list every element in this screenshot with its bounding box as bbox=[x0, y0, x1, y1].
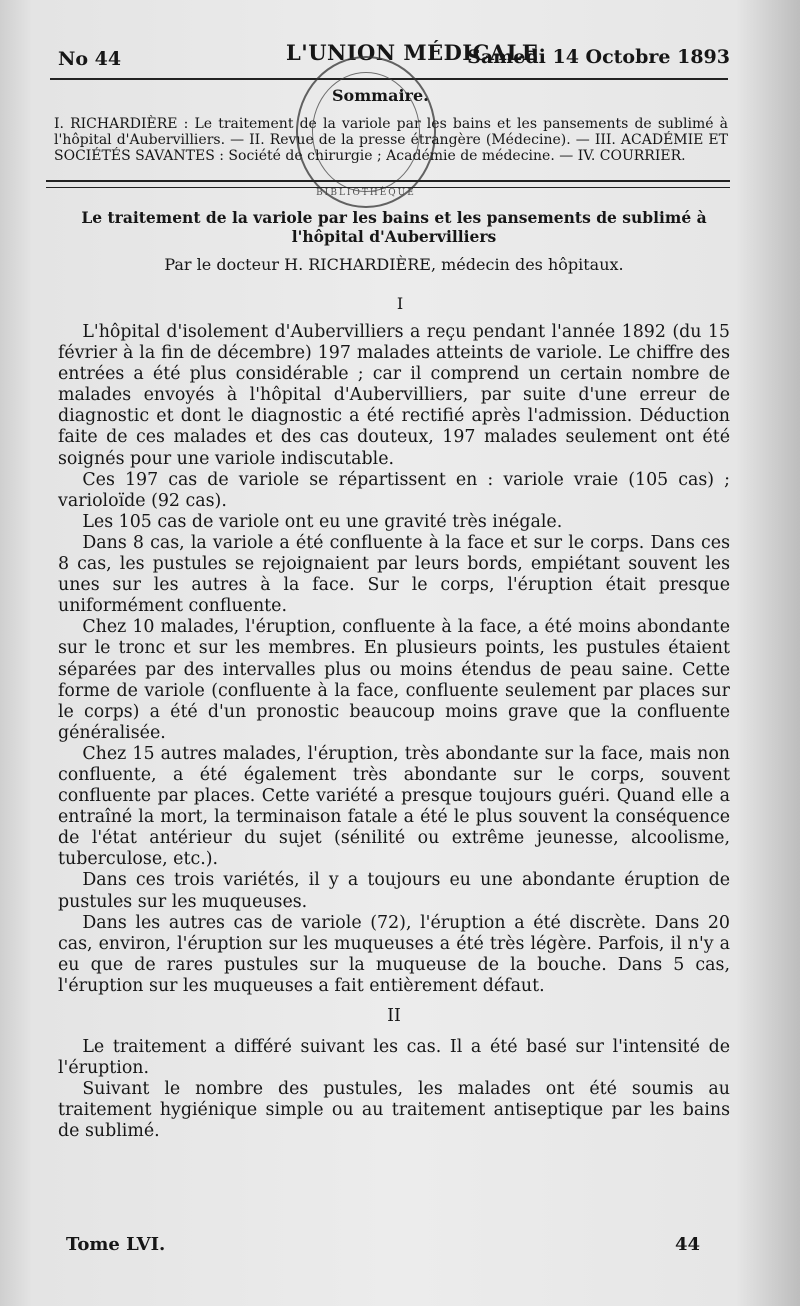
article-author: Par le docteur H. RICHARDIÈRE, médecin des hôpitaux. bbox=[164, 255, 624, 274]
journal-title: L'UNION MÉDICALE bbox=[286, 40, 539, 65]
page-number: 44 bbox=[674, 1234, 700, 1255]
summary-text: I. RICHARDIÈRE : Le traitement de la variole par les bains et les pansements de sublimé à l'hôpital d'Aubervilliers. — II. Revue de la presse étrangère (Médecine). — III. ACADÉMIE ET SOCIÉTÉS SAVANTES : Société de chirurgie ; Académie de médecine. — IV. COURRIER. bbox=[54, 116, 728, 164]
paragraph: Dans ces trois variétés, il y a toujours eu une abondante éruption de pustules sur les muqueuses. bbox=[58, 870, 730, 912]
paragraph: Le traitement a différé suivant les cas. Il a été basé sur l'intensité de l'éruption. bbox=[58, 1037, 730, 1079]
page-footer bbox=[66, 1234, 700, 1260]
paragraph: Dans 8 cas, la variole a été confluente à la face et sur le corps. Dans ces 8 cas, les pustules se rejoignaient par leurs bords, empiétant souvent les unes sur les autres à la face. Sur le corps, l'éruption était presque uniformément confluente. bbox=[58, 532, 730, 617]
summary-heading: Sommaire. bbox=[332, 86, 429, 105]
paragraph: Dans les autres cas de variole (72), l'éruption a été discrète. Dans 20 cas, environ, l'éruption sur les muqueuses a été très légère. Parfois, il n'y a eu que de rares pustules sur la muqueuse de la bouche. Dans 5 cas, l'éruption sur les muqueuses a fait entièrement défaut. bbox=[58, 912, 730, 996]
paragraph: Ces 197 cas de variole se répartissent en : variole vraie (105 cas) ; varioloïde (92 cas). bbox=[58, 469, 730, 511]
stamp-lettering: BIBLIOTHÈQUE bbox=[316, 188, 416, 198]
paragraph: Chez 10 malades, l'éruption, confluente à la face, a été moins abondante sur le tronc et sur les membres. En plusieurs points, les pustules étaient séparées par des intervalles plus ou moins étendus de peau saine. Cette forme de variole (confluente à la face, confluente seulement par places sur le corps) a été d'un pronostic beaucoup moins grave que la confluente généralisée. bbox=[58, 617, 730, 743]
article-body bbox=[58, 322, 730, 1143]
issue-date: Samedi 14 Octobre 1893 bbox=[467, 46, 730, 68]
paragraph: L'hôpital d'isolement d'Aubervilliers a reçu pendant l'année 1892 (du 15 février à la fin de décembre) 197 malades atteints de variole. Le chiffre des entrées a été plus considérable ; car il comprend un certain nombre de malades envoyés à l'hôpital d'Aubervilliers, par suite d'une erreur de diagnostic et dont le diagnostic a été rectifié après l'admission. Déduction faite de ces malades et des cas douteux, 197 malades seulement ont été soignés pour une variole indiscutable. bbox=[58, 322, 730, 469]
section-number-1: I bbox=[396, 294, 404, 313]
article-title: Le traitement de la variole par les bains et les pansements de sublimé à l'hôpital d'Aubervilliers bbox=[81, 208, 707, 246]
paragraph: Chez 15 autres malades, l'éruption, très abondante sur la face, mais non confluente, a été également très abondante sur le corps, souvent confluente par places. Cette variété a presque toujours guéri. Quand elle a entraîné la mort, la terminaison fatale a été le plus souvent la conséquence de l'état antérieur du sujet (sénilité ou extrême jeunesse, alcoolisme, tuberculose, etc.). bbox=[58, 743, 730, 870]
paragraph: Les 105 cas de variole ont eu une gravité très inégale. bbox=[82, 511, 563, 532]
volume-label: Tome LVI. bbox=[66, 1234, 166, 1255]
section-number-2: II bbox=[387, 1006, 401, 1026]
paragraph: Suivant le nombre des pustules, les malades ont été soumis au traitement hygiénique simple ou au traitement antiseptique par les bains de sublimé. bbox=[58, 1079, 730, 1142]
summary-rule bbox=[46, 180, 730, 188]
issue-number: No 44 bbox=[58, 48, 122, 70]
